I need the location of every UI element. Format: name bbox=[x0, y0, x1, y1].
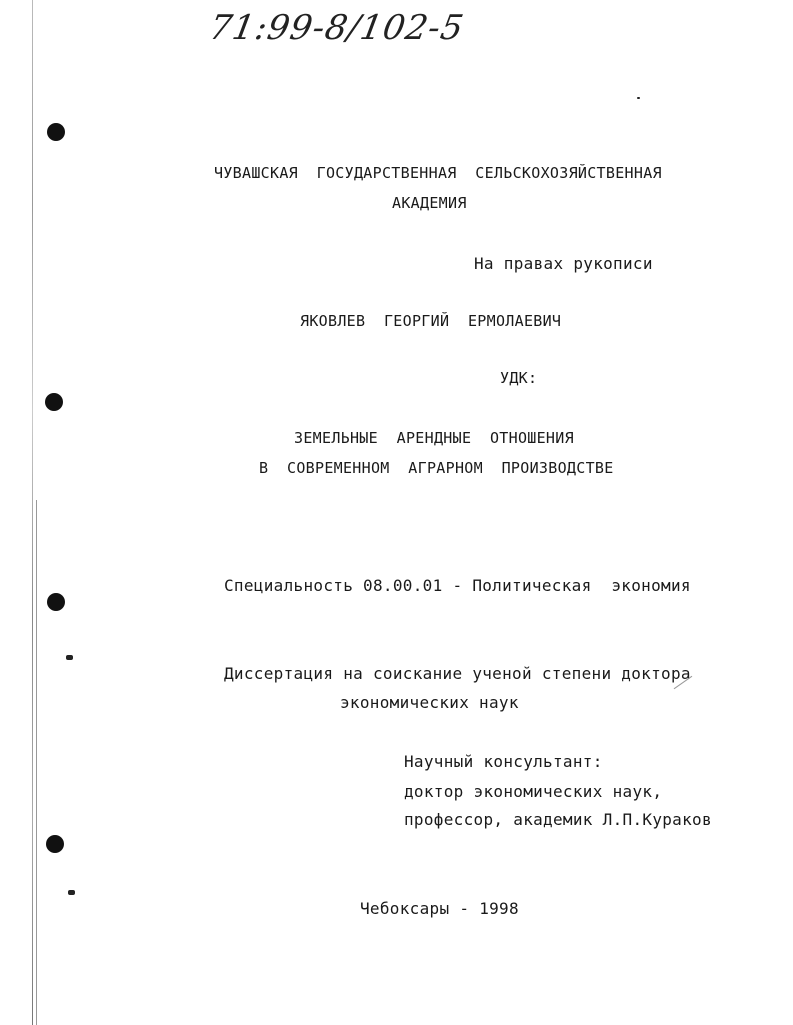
dissertation-title-line1: ЗЕМЕЛЬНЫЕ АРЕНДНЫЕ ОТНОШЕНИЯ bbox=[294, 429, 574, 447]
consultant-label: Научный консультант: bbox=[404, 752, 603, 771]
specialty-line: Специальность 08.00.01 - Политическая экономия bbox=[224, 576, 691, 595]
consultant-degree: доктор экономических наук, bbox=[404, 782, 663, 801]
degree-statement-line1: Диссертация на соискание ученой степени доктора bbox=[224, 664, 691, 683]
scan-speck bbox=[68, 890, 75, 895]
consultant-name: профессор, академик Л.П.Кураков bbox=[404, 810, 712, 829]
institution-name-line2: АКАДЕМИЯ bbox=[392, 194, 467, 212]
punch-hole-mark bbox=[45, 393, 63, 411]
author-name: ЯКОВЛЕВ ГЕОРГИЙ ЕРМОЛАЕВИЧ bbox=[300, 312, 562, 330]
punch-hole-mark bbox=[47, 123, 65, 141]
dissertation-title-line2: В СОВРЕМЕННОМ АГРАРНОМ ПРОИЗВОДСТВЕ bbox=[259, 459, 614, 477]
scan-speck bbox=[66, 655, 73, 660]
degree-statement-line2: экономических наук bbox=[340, 693, 519, 712]
institution-name-line1: ЧУВАШСКАЯ ГОСУДАРСТВЕННАЯ СЕЛЬСКОХОЗЯЙСТВЕННАЯ bbox=[214, 164, 662, 182]
place-and-year: Чебоксары - 1998 bbox=[360, 899, 519, 918]
scan-edge-line bbox=[32, 0, 33, 1025]
scan-speck bbox=[637, 97, 640, 99]
manuscript-rights-note: На правах рукописи bbox=[474, 254, 653, 273]
scan-edge-line-secondary bbox=[36, 500, 37, 1025]
handwritten-archive-code: 71:99-8/102-5 bbox=[206, 8, 468, 48]
udc-label: УДК: bbox=[500, 369, 538, 387]
punch-hole-mark bbox=[46, 835, 64, 853]
punch-hole-mark bbox=[47, 593, 65, 611]
